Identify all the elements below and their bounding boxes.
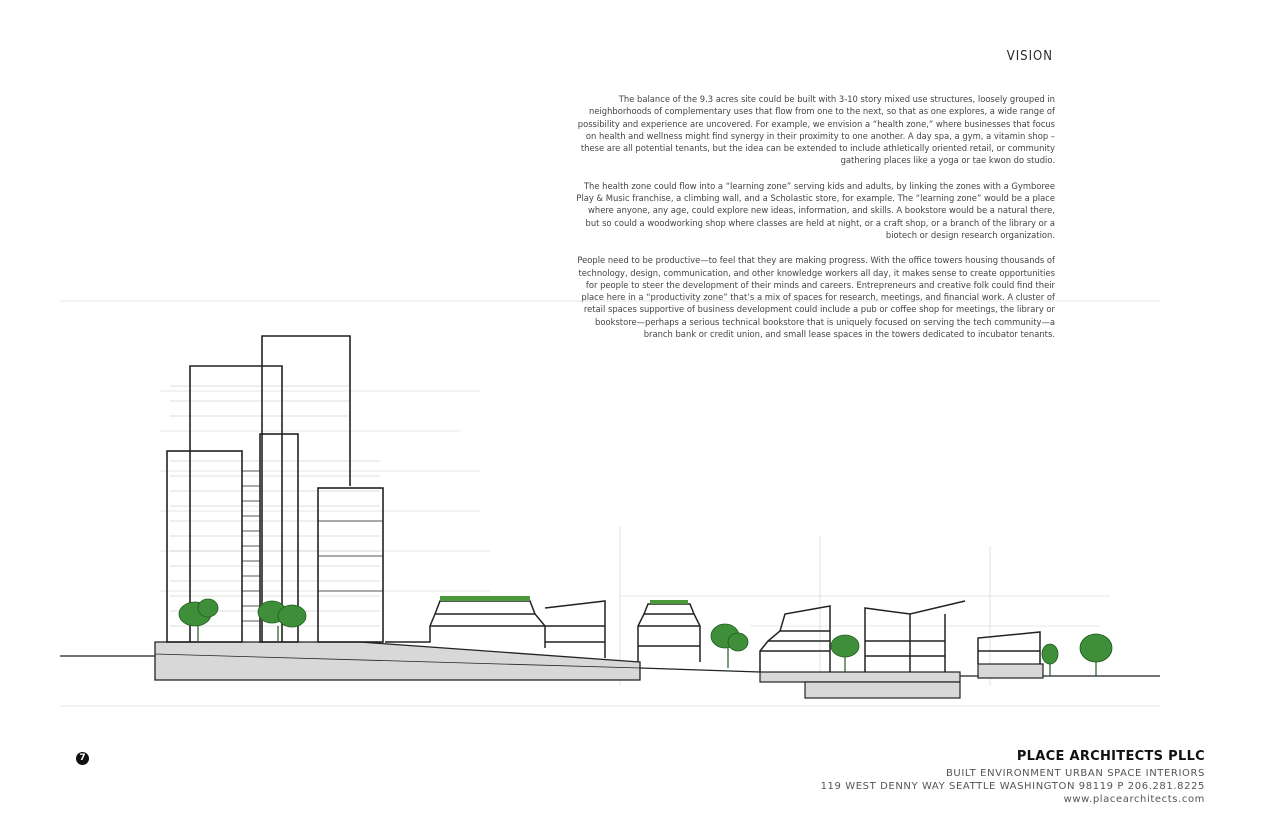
tower-floor-ticks	[242, 471, 383, 621]
company-website-link[interactable]: www.placearchitects.com	[1063, 794, 1205, 805]
paragraph-learning-zone: The health zone could flow into a “learning zone” serving kids and adults, by linking the zones with a Gymboree Play & Music franchise, a climbing wall, and a Scholastic store, for example. The “learning zone” would be a place where anyone, any age, could explore new ideas, information, and skills. A bookstore would be a natural there, but so could a woodworking shop where classes are held at night, or a craft shop, or a branch of the library or a biotech or design research organization.	[576, 180, 1055, 240]
footer-contact	[821, 749, 1205, 806]
company-tagline: BUILT ENVIRONMENT URBAN SPACE INTERIORS	[945, 768, 1205, 779]
page-number-badge: 7	[76, 752, 89, 765]
right-buildings	[760, 601, 1040, 672]
green-roof	[440, 596, 530, 601]
tower-floor-lines	[170, 386, 380, 626]
company-address: 119 WEST DENNY WAY SEATTLE WASHINGTON 98119 P 206.281.8225	[820, 781, 1205, 792]
company-name: PLACE ARCHITECTS PLLC	[1016, 749, 1205, 764]
section-sketch	[60, 296, 1160, 716]
site-section-drawing	[60, 296, 1160, 716]
green-roof-small	[650, 600, 688, 604]
paragraph-productivity-zone: People need to be productive—to feel that they are making progress. With the office towers housing thousands of technology, design, communication, and other knowledge workers all day, it makes sense to create opportunities for people to steer the development of their minds and careers. Entrepreneurs and creative folk could find their place here in a “productivity zone” that’s a mix of spaces for research, meetings, and financial work. A cluster of retail spaces supportive of business development could include a pub or coffee shop for meetings, the library or bookstore—perhaps a serious technical bookstore that is uniquely focused on serving the tech community—a branch bank or credit union, and small lease spaces in the towers dedicated to incubator tenants.	[577, 255, 1055, 340]
page-heading: VISION	[1006, 49, 1053, 64]
paragraph-health-zone: The balance of the 9.3 acres site could be built with 3-10 story mixed use structures, loosely grouped in neighborhoods of complementary uses that flow from one to the next, so that as one explores, a wide range of possibility and experience are uncovered. For example, we envision a “health zone,” where businesses that focus on health and wellness might find synergy in their proximity to one another. A day spa, a gym, a vitamin shop – these are all potential tenants, but the idea can be extended to include athletically oriented retail, or community gathering places like a yoga or tae kwon do studio.	[577, 94, 1055, 166]
